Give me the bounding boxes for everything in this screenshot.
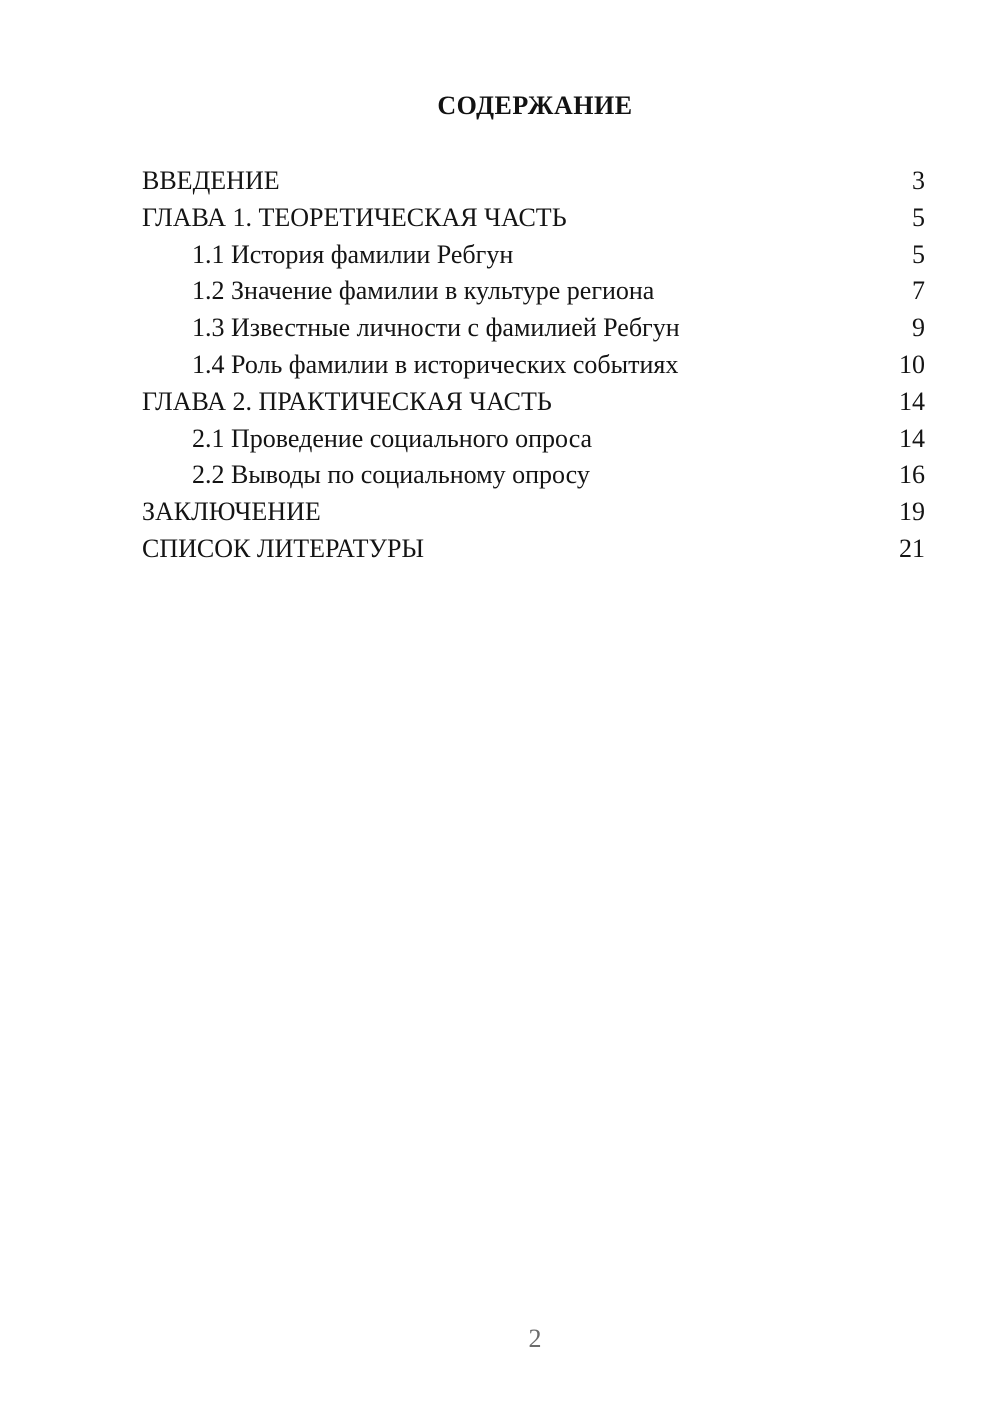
toc-row — [142, 347, 928, 384]
toc-row — [142, 421, 928, 458]
toc-entry-page: 5 — [912, 239, 925, 269]
toc-row — [142, 384, 928, 421]
toc-entry-page: 16 — [899, 460, 925, 490]
toc-entry-label: 1.1 История фамилии Ребгун — [192, 239, 514, 269]
toc-entry-label: ГЛАВА 2. ПРАКТИЧЕСКАЯ ЧАСТЬ — [142, 386, 552, 416]
toc-entry-page: 19 — [899, 497, 925, 527]
toc-row — [142, 310, 928, 347]
toc-entry-label: 1.2 Значение фамилии в культуре региона — [192, 276, 655, 306]
toc-entry-page: 14 — [899, 386, 925, 416]
toc-entry-page: 5 — [912, 202, 925, 232]
toc-row — [142, 200, 928, 237]
toc-entry-label: ВВЕДЕНИЕ — [142, 166, 280, 195]
toc-entry-label: ГЛАВА 1. ТЕОРЕТИЧЕСКАЯ ЧАСТЬ — [142, 202, 567, 232]
toc-entry-label: ЗАКЛЮЧЕНИЕ — [142, 497, 321, 527]
toc-entry-page: 3 — [912, 166, 925, 195]
toc-entry-page: 14 — [899, 423, 925, 453]
toc-entry-label: 2.1 Проведение социального опроса — [192, 423, 593, 453]
toc-row — [142, 163, 928, 200]
toc-entry-label: СПИСОК ЛИТЕРАТУРЫ — [142, 533, 425, 563]
table-of-contents — [142, 163, 928, 568]
footer-page-number: 2 — [528, 1324, 542, 1353]
toc-entry-page: 10 — [899, 349, 925, 379]
toc-row — [142, 494, 928, 531]
toc-entry-label: 1.4 Роль фамилии в исторических событиях — [192, 349, 679, 379]
toc-row — [142, 457, 928, 494]
toc-entry-page: 9 — [912, 313, 925, 343]
toc-entry-label: 1.3 Известные личности с фамилией Ребгун — [192, 313, 680, 343]
toc-entry-page: 7 — [912, 276, 925, 306]
toc-entry-label: 2.2 Выводы по социальному опросу — [192, 460, 590, 490]
page-title: СОДЕРЖАНИЕ — [437, 91, 633, 120]
toc-row — [142, 237, 928, 274]
toc-entry-page: 21 — [899, 533, 925, 563]
toc-row — [142, 273, 928, 310]
toc-row — [142, 531, 928, 568]
